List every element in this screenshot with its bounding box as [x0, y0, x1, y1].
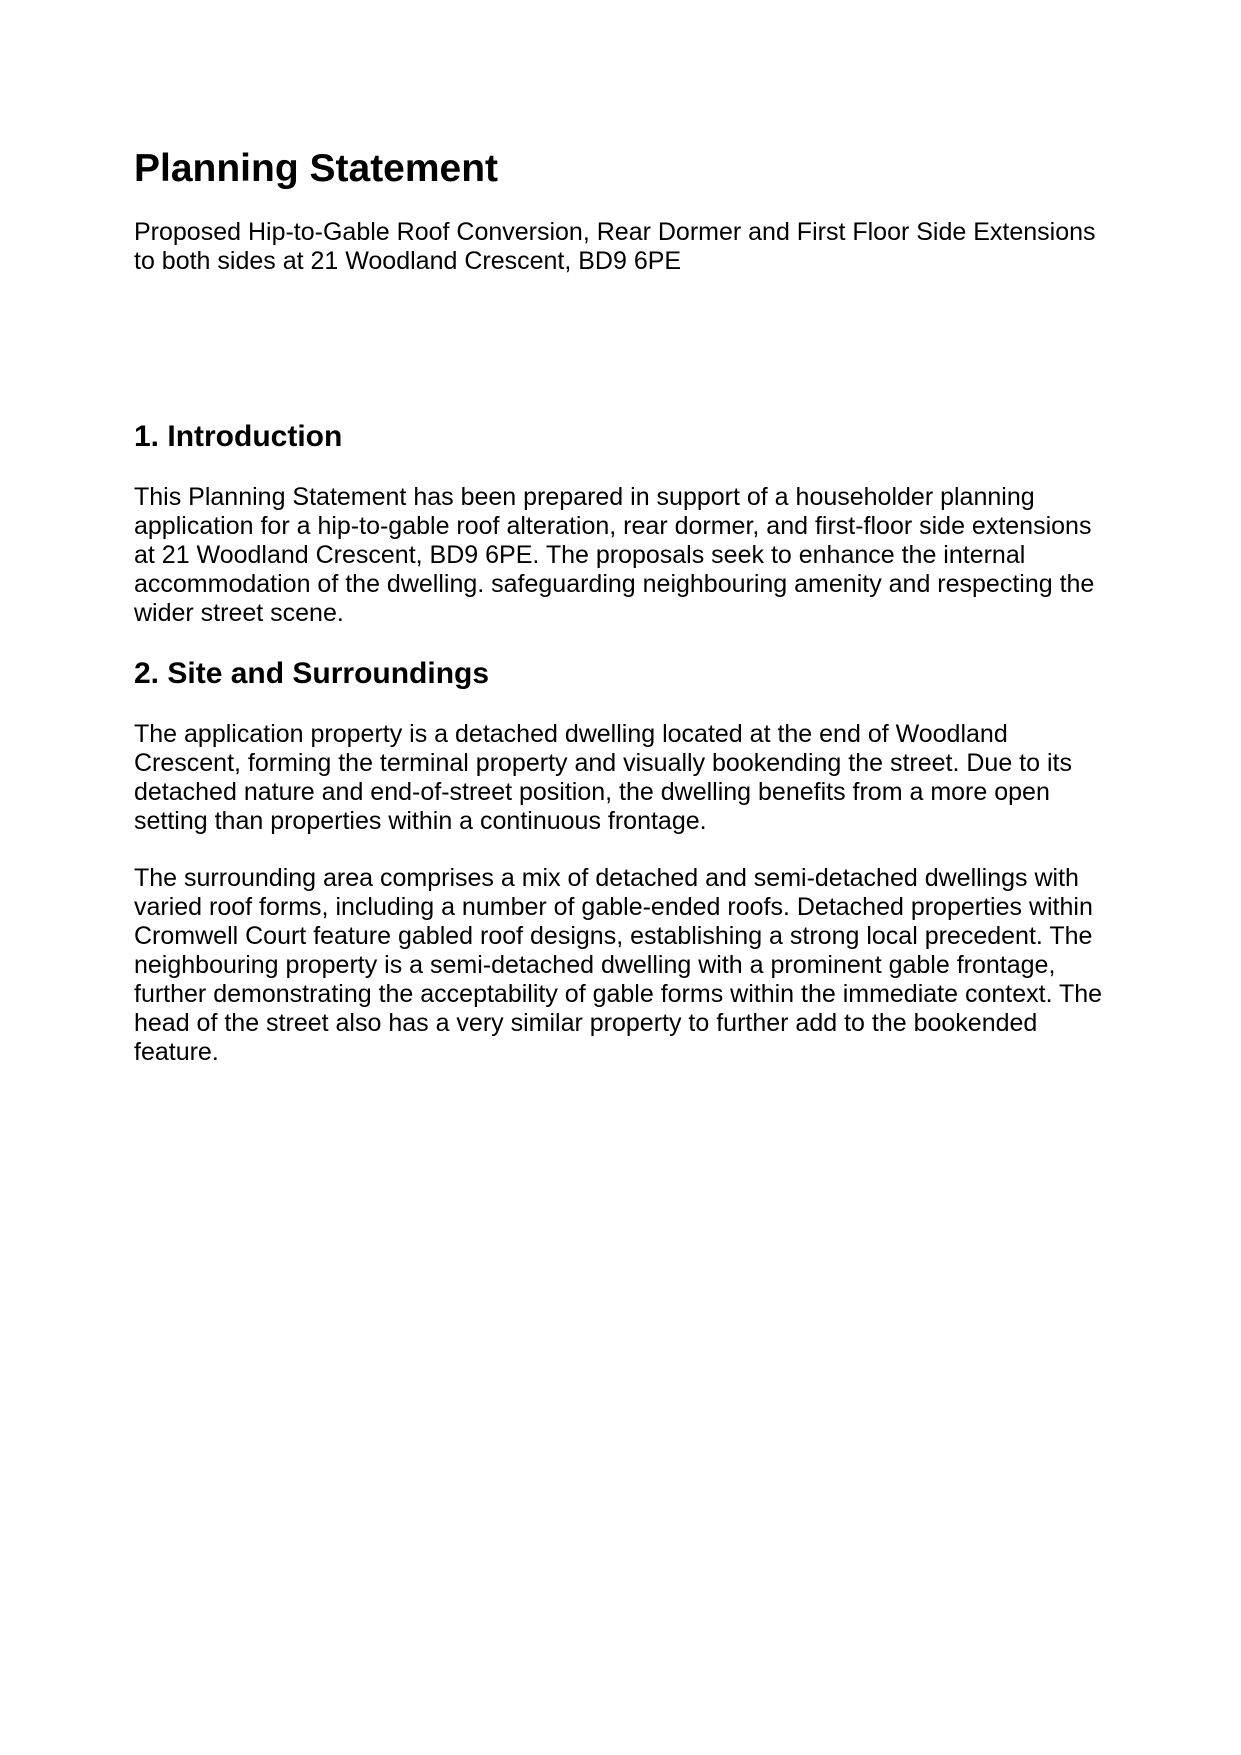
site-paragraph-1: The application property is a detached dwelling located at the end of Woodland Crescent, forming the terminal property and visually bookending the street. Due to its detached nature and end-of-street position, the dwelling benefits from a more open setting than properties within a continuous frontage.: [134, 719, 1072, 835]
site-paragraph-2: The surrounding area comprises a mix of detached and semi-detached dwellings with varied roof forms, including a number of gable-ended roofs. Detached properties within Cromwell Court feature gabled roof designs, establishing a strong local precedent. The neighbouring property is a semi-detached dwelling with a prominent gable frontage, further demonstrating the acceptability of gable forms within the immediate context. The head of the street also has a very similar property to further add to the bookended feature.: [134, 863, 1103, 1066]
document-title: Planning Statement: [134, 147, 499, 190]
document-subtitle: Proposed Hip-to-Gable Roof Conversion, Rear Dormer and First Floor Side Extensions to both sides at 21 Woodland Crescent, BD9 6PE: [134, 217, 1096, 275]
section-heading-site-and-surroundings: 2. Site and Surroundings: [134, 656, 490, 690]
section-heading-introduction: 1. Introduction: [134, 419, 343, 453]
introduction-paragraph: This Planning Statement has been prepared in support of a householder planning application for a hip-to-gable roof alteration, rear dormer, and first-floor side extensions at 21 Woodland Crescent, BD9 6PE. The proposals seek to enhance the internal accommodation of the dwelling. safeguarding neighbouring amenity and respecting the wider street scene.: [134, 482, 1095, 627]
